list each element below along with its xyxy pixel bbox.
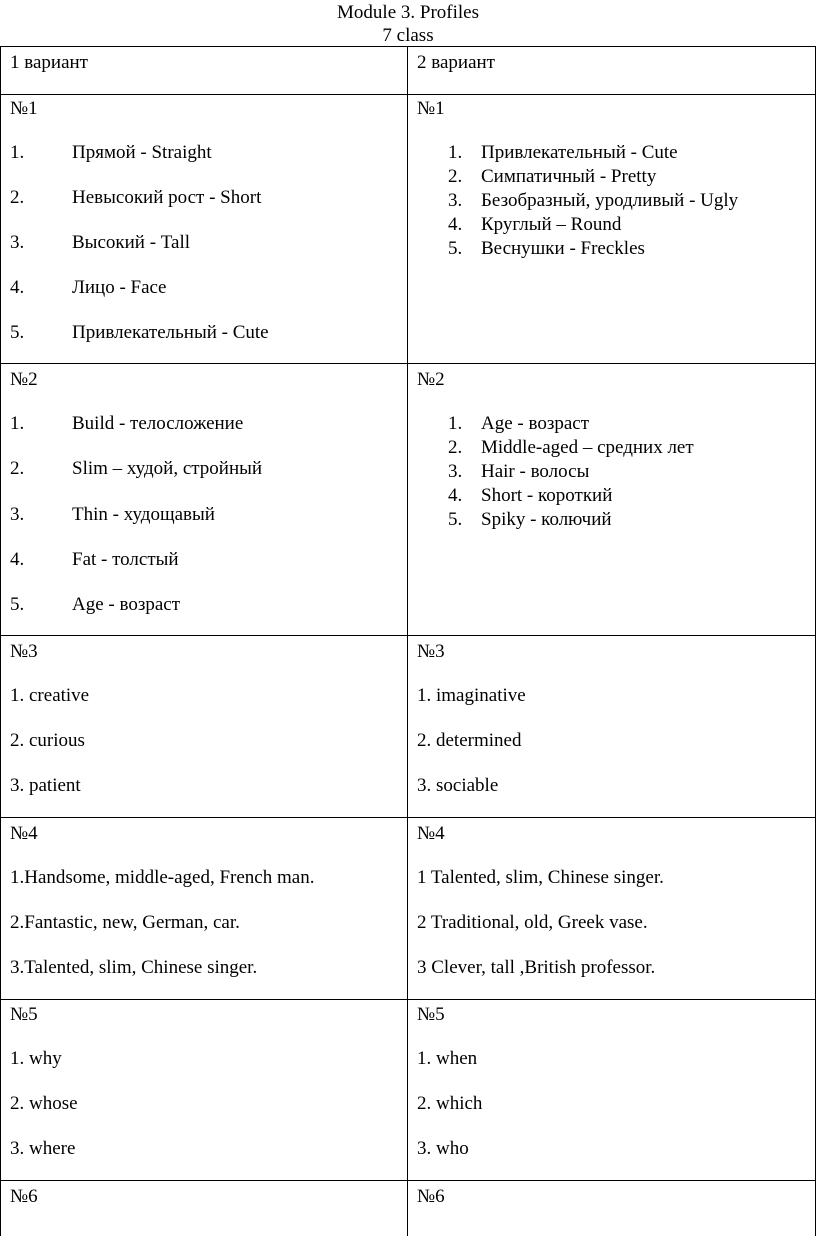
item-number: 4.: [448, 485, 463, 506]
item-number: 5.: [10, 594, 25, 615]
item-number: 1.: [448, 413, 463, 434]
section-label: №3: [10, 641, 38, 662]
item-number: 1.: [10, 413, 25, 434]
list-item: 3.Talented, slim, Chinese singer.: [10, 957, 258, 978]
table-border: [0, 635, 816, 636]
item-number: 3.: [448, 461, 463, 482]
list-item: 2. determined: [417, 730, 522, 751]
list-item: 3. where: [10, 1138, 76, 1159]
list-item: Невысокий рост - Short: [72, 187, 262, 208]
page-title: Module 3. Profiles: [337, 2, 479, 23]
list-item: Slim – худой, стройный: [72, 458, 263, 479]
item-number: 4.: [10, 277, 25, 298]
section-label: №6: [10, 1186, 38, 1207]
list-item: 2 Traditional, old, Greek vase.: [417, 912, 648, 933]
list-item: 1. creative: [10, 685, 90, 706]
item-number: 3.: [10, 232, 25, 253]
section-label: №1: [10, 98, 38, 119]
section-label: №1: [417, 98, 445, 119]
section-label: №5: [417, 1004, 445, 1025]
item-number: 5.: [448, 509, 463, 530]
table-border: [0, 999, 816, 1000]
table-border: [0, 46, 1, 1236]
list-item: 3. who: [417, 1138, 469, 1159]
list-item: 1. why: [10, 1048, 62, 1069]
table-border: [0, 363, 816, 364]
list-item: Круглый – Round: [481, 214, 622, 235]
list-item: 2.Fantastic, new, German, car.: [10, 912, 240, 933]
item-number: 2.: [10, 187, 25, 208]
section-label: №3: [417, 641, 445, 662]
section-label: №4: [417, 823, 445, 844]
list-item: 2. curious: [10, 730, 85, 751]
item-number: 3.: [448, 190, 463, 211]
list-item: Безобразный, уродливый - Ugly: [481, 190, 739, 211]
list-item: Прямой - Straight: [72, 142, 212, 163]
item-number: 1.: [10, 142, 25, 163]
section-label: №5: [10, 1004, 38, 1025]
list-item: 1.Handsome, middle-aged, French man.: [10, 867, 315, 888]
list-item: 3. sociable: [417, 775, 499, 796]
list-item: Short - короткий: [481, 485, 613, 506]
section-label: №4: [10, 823, 38, 844]
column-header-variant-1: 1 вариант: [10, 52, 88, 73]
item-number: 1.: [448, 142, 463, 163]
list-item: Hair - волосы: [481, 461, 590, 482]
list-item: 3. patient: [10, 775, 81, 796]
list-item: 2. which: [417, 1093, 483, 1114]
list-item: Spiky - колючий: [481, 509, 612, 530]
table-border: [407, 46, 408, 1236]
list-item: Лицо - Face: [72, 277, 167, 298]
section-label: №2: [417, 369, 445, 390]
list-item: Fat - толстый: [72, 549, 179, 570]
section-label: №2: [10, 369, 38, 390]
column-header-variant-2: 2 вариант: [417, 52, 495, 73]
table-border: [0, 817, 816, 818]
list-item: 1. when: [417, 1048, 478, 1069]
list-item: Веснушки - Freckles: [481, 238, 645, 259]
list-item: 1 Talented, slim, Chinese singer.: [417, 867, 664, 888]
list-item: Симпатичный - Pretty: [481, 166, 657, 187]
table-border: [0, 94, 816, 95]
list-item: 3 Clever, tall ,British professor.: [417, 957, 656, 978]
page-subtitle: 7 class: [382, 25, 434, 46]
list-item: Age - возраст: [72, 594, 180, 615]
item-number: 4.: [448, 214, 463, 235]
item-number: 3.: [10, 504, 25, 525]
list-item: Привлекательный - Cute: [72, 322, 269, 343]
item-number: 2.: [448, 166, 463, 187]
list-item: Thin - худощавый: [72, 504, 215, 525]
list-item: Age - возраст: [481, 413, 589, 434]
item-number: 2.: [448, 437, 463, 458]
item-number: 4.: [10, 549, 25, 570]
list-item: Высокий - Tall: [72, 232, 191, 253]
list-item: Build - телосложение: [72, 413, 244, 434]
section-label: №6: [417, 1186, 445, 1207]
list-item: Middle-aged – средних лет: [481, 437, 694, 458]
list-item: Привлекательный - Cute: [481, 142, 678, 163]
item-number: 2.: [10, 458, 25, 479]
table-border: [0, 1180, 816, 1181]
item-number: 5.: [10, 322, 25, 343]
item-number: 5.: [448, 238, 463, 259]
table-border: [0, 46, 816, 47]
list-item: 2. whose: [10, 1093, 78, 1114]
list-item: 1. imaginative: [417, 685, 526, 706]
